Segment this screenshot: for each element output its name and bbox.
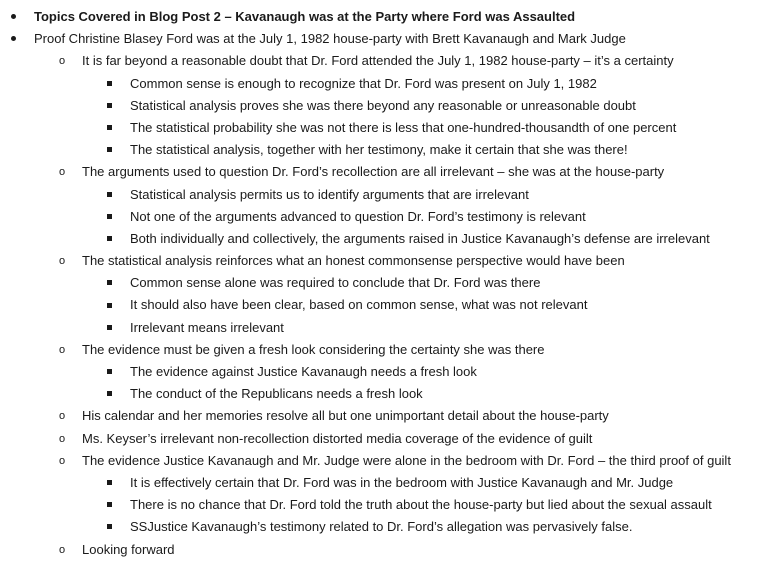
square-bullet-icon [104,361,114,383]
square-bullet-icon [104,95,114,117]
outline-item [0,73,772,95]
square-bullet-icon [104,139,114,161]
outline-item-text: Statistical analysis proves she was there beyond any reasonable or unreasonable doubt [130,97,636,113]
square-bullet-icon [104,383,114,405]
circle-bullet-icon: o [58,343,66,356]
outline-item-text: His calendar and her memories resolve all but one unimportant detail about the house-party [82,408,609,424]
outline-item [0,6,772,28]
outline-item [0,516,772,538]
square-bullet-icon [104,294,114,316]
outline-item [0,50,772,72]
square-bullet-icon [104,117,114,139]
outline-item-text: Proof Christine Blasey Ford was at the July 1, 1982 house-party with Brett Kavanaugh and Mark Judge [34,31,626,47]
outline-item [0,450,772,472]
outline-item-text: It should also have been clear, based on common sense, what was not relevant [130,297,588,313]
square-bullet-icon [104,472,114,494]
circle-bullet-icon: o [58,454,66,467]
outline-item-text: Common sense is enough to recognize that Dr. Ford was present on July 1, 1982 [130,75,597,91]
outline-item [0,428,772,450]
square-bullet-icon [104,228,114,250]
outline-item-text: The statistical probability she was not there is less that one-hundred-thousandth of one percent [130,119,677,135]
outline-item-text: The conduct of the Republicans needs a fresh look [130,386,423,402]
outline-item-text: It is effectively certain that Dr. Ford was in the bedroom with Justice Kavanaugh and Mr. Judge [130,474,674,490]
outline-item [0,228,772,250]
outline-item [0,28,772,50]
outline-document [0,6,772,561]
outline-item-text: The arguments used to question Dr. Ford’s recollection are all irrelevant – she was at the house-party [82,164,665,180]
outline-item [0,161,772,183]
outline-item [0,139,772,161]
disc-bullet-icon [8,6,18,28]
outline-item [0,206,772,228]
circle-bullet-icon: o [58,166,66,179]
circle-bullet-icon: o [58,255,66,268]
outline-item-text: The evidence against Justice Kavanaugh needs a fresh look [130,364,477,379]
outline-item [0,184,772,206]
outline-item-text: Not one of the arguments advanced to question Dr. Ford’s testimony is relevant [130,208,586,224]
outline-item-text: The statistical analysis reinforces what an honest commonsense perspective would have been [82,253,625,269]
outline-item [0,494,772,516]
outline-item-text: Both individually and collectively, the arguments raised in Justice Kavanaugh’s defense are irrelevant [130,230,710,246]
outline-item-text: It is far beyond a reasonable doubt that Dr. Ford attended the July 1, 1982 house-party – it’s a certainty [82,53,674,69]
square-bullet-icon [104,184,114,206]
outline-item-text: SSJustice Kavanaugh’s testimony related to Dr. Ford’s allegation was pervasively false. [130,519,633,535]
outline-item [0,117,772,139]
outline-item [0,317,772,339]
square-bullet-icon [104,206,114,228]
outline-item-text: Looking forward [82,541,175,557]
outline-item [0,361,772,383]
square-bullet-icon [104,73,114,95]
square-bullet-icon [104,272,114,294]
outline-item-text: Ms. Keyser’s irrelevant non-recollection distorted media coverage of the evidence of guilt [82,430,593,446]
outline-item-text: Topics Covered in Blog Post 2 – Kavanaugh was at the Party where Ford was Assaulted [34,9,576,24]
circle-bullet-icon: o [58,410,66,423]
outline-item [0,95,772,117]
outline-item-text: Common sense alone was required to conclude that Dr. Ford was there [130,275,541,291]
circle-bullet-icon: o [58,543,66,556]
outline-item-text: Irrelevant means irrelevant [130,319,284,335]
square-bullet-icon [104,317,114,339]
outline-item [0,539,772,561]
circle-bullet-icon: o [58,55,66,68]
outline-item [0,339,772,361]
outline-item-text: The evidence must be given a fresh look considering the certainty she was there [82,341,545,357]
outline-item [0,272,772,294]
disc-bullet-icon [8,28,18,50]
outline-item [0,383,772,405]
outline-item-text: The statistical analysis, together with her testimony, make it certain that she was there! [130,142,628,158]
outline-item [0,472,772,494]
outline-item [0,405,772,427]
outline-item-text: The evidence Justice Kavanaugh and Mr. Judge were alone in the bedroom with Dr. Ford – the third proof of guilt [82,452,731,468]
outline-item [0,250,772,272]
outline-item-text: There is no chance that Dr. Ford told the truth about the house-party but lied about the sexual assault [130,497,712,513]
outline-item [0,294,772,316]
square-bullet-icon [104,516,114,538]
circle-bullet-icon: o [58,432,66,445]
square-bullet-icon [104,494,114,516]
outline-item-text: Statistical analysis permits us to identify arguments that are irrelevant [130,186,529,202]
